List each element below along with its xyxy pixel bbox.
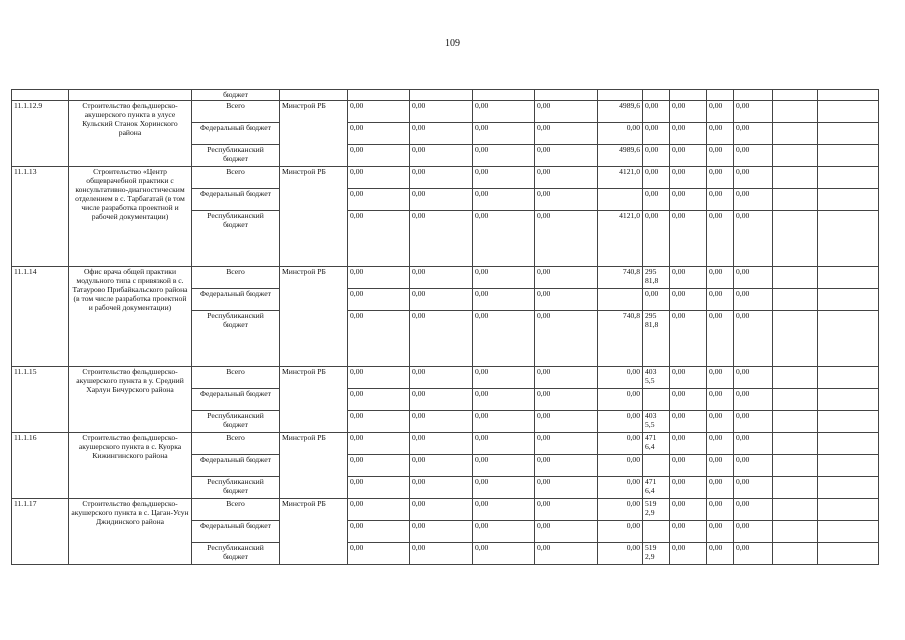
value-cell: 0,00 bbox=[734, 433, 773, 455]
funding-source-cell: Федеральный бюджет bbox=[192, 289, 280, 311]
value-cell: 471 6,4 bbox=[643, 477, 670, 499]
value-cell bbox=[773, 145, 818, 167]
value-cell bbox=[818, 433, 879, 455]
value-cell: 0,00 bbox=[410, 289, 473, 311]
project-name-cell: Строительство фельдшерско-акушерского пункта в у. Средний Харлун Бичурского района bbox=[69, 367, 192, 433]
value-cell: 0,00 bbox=[707, 433, 734, 455]
value-cell: 0,00 bbox=[348, 145, 410, 167]
value-cell: 0,00 bbox=[707, 499, 734, 521]
value-cell: 0,00 bbox=[348, 267, 410, 289]
value-cell bbox=[818, 145, 879, 167]
value-cell: 0,00 bbox=[410, 211, 473, 267]
value-cell bbox=[818, 123, 879, 145]
value-cell: 4989,6 bbox=[598, 145, 643, 167]
value-cell bbox=[818, 455, 879, 477]
responsible-cell: Минстрой РБ bbox=[280, 167, 348, 267]
value-cell: 0,00 bbox=[535, 267, 598, 289]
value-cell: 295 81,8 bbox=[643, 267, 670, 289]
value-cell: 0,00 bbox=[707, 411, 734, 433]
value-cell: 0,00 bbox=[670, 145, 707, 167]
value-cell bbox=[773, 433, 818, 455]
value-cell: 0,00 bbox=[598, 411, 643, 433]
value-cell: 0,00 bbox=[734, 101, 773, 123]
value-cell bbox=[643, 455, 670, 477]
value-cell: 0,00 bbox=[535, 455, 598, 477]
value-cell: 0,00 bbox=[473, 101, 535, 123]
value-cell: 0,00 bbox=[643, 123, 670, 145]
value-cell: 0,00 bbox=[734, 167, 773, 189]
value-cell: 0,00 bbox=[707, 289, 734, 311]
value-cell: 0,00 bbox=[473, 123, 535, 145]
value-cell: 0,00 bbox=[473, 189, 535, 211]
responsible-cell: Минстрой РБ bbox=[280, 367, 348, 433]
value-cell: 0,00 bbox=[348, 189, 410, 211]
page-number: 109 bbox=[445, 38, 460, 49]
value-cell: 0,00 bbox=[348, 477, 410, 499]
value-cell: 0,00 bbox=[410, 455, 473, 477]
project-name-cell: Строительство фельдшерско-акушерского пункта в с. Цаган-Усун Джидинского района bbox=[69, 499, 192, 565]
value-cell: 295 81,8 bbox=[643, 311, 670, 367]
value-cell: 0,00 bbox=[734, 311, 773, 367]
value-cell: 0,00 bbox=[670, 267, 707, 289]
value-cell: 0,00 bbox=[348, 367, 410, 389]
value-cell bbox=[773, 311, 818, 367]
value-cell bbox=[773, 267, 818, 289]
responsible-cell: Минстрой РБ bbox=[280, 433, 348, 499]
value-cell bbox=[818, 367, 879, 389]
value-cell: 0,00 bbox=[707, 101, 734, 123]
value-cell: 0,00 bbox=[473, 311, 535, 367]
value-cell: 0,00 bbox=[348, 123, 410, 145]
value-cell: 0,00 bbox=[348, 455, 410, 477]
value-cell: 0,00 bbox=[734, 477, 773, 499]
value-cell: 0,00 bbox=[670, 411, 707, 433]
value-cell: 0,00 bbox=[643, 289, 670, 311]
value-cell bbox=[818, 211, 879, 267]
value-cell: 0,00 bbox=[670, 167, 707, 189]
value-cell: 0,00 bbox=[707, 477, 734, 499]
value-cell: 0,00 bbox=[348, 101, 410, 123]
value-cell: 4989,6 bbox=[598, 101, 643, 123]
funding-source-cell: Всего bbox=[192, 367, 280, 389]
funding-source-cell: Всего bbox=[192, 101, 280, 123]
funding-source-cell: Республиканский бюджет bbox=[192, 411, 280, 433]
value-cell: 0,00 bbox=[410, 167, 473, 189]
value-cell: 0,00 bbox=[598, 389, 643, 411]
funding-source-cell: Федеральный бюджет bbox=[192, 123, 280, 145]
value-cell: 0,00 bbox=[734, 389, 773, 411]
value-cell bbox=[773, 211, 818, 267]
value-cell: 0,00 bbox=[707, 367, 734, 389]
value-cell: 0,00 bbox=[734, 543, 773, 565]
value-cell: 0,00 bbox=[348, 389, 410, 411]
value-cell: 0,00 bbox=[670, 367, 707, 389]
value-cell bbox=[818, 167, 879, 189]
value-cell: 0,00 bbox=[535, 123, 598, 145]
value-cell: 0,00 bbox=[348, 433, 410, 455]
value-cell: 0,00 bbox=[734, 411, 773, 433]
value-cell bbox=[643, 521, 670, 543]
value-cell: 0,00 bbox=[707, 211, 734, 267]
value-cell: 0,00 bbox=[535, 367, 598, 389]
value-cell: 0,00 bbox=[410, 411, 473, 433]
value-cell: 0,00 bbox=[410, 311, 473, 367]
value-cell: 0,00 bbox=[598, 123, 643, 145]
value-cell: 0,00 bbox=[670, 477, 707, 499]
value-cell bbox=[818, 521, 879, 543]
value-cell: 0,00 bbox=[410, 499, 473, 521]
value-cell: 0,00 bbox=[473, 543, 535, 565]
project-code-cell: 11.1.16 bbox=[12, 433, 69, 499]
value-cell: 0,00 bbox=[473, 433, 535, 455]
value-cell: 0,00 bbox=[410, 367, 473, 389]
value-cell: 0,00 bbox=[670, 123, 707, 145]
value-cell: 0,00 bbox=[535, 499, 598, 521]
value-cell: 0,00 bbox=[643, 167, 670, 189]
value-cell: 0,00 bbox=[473, 455, 535, 477]
value-cell bbox=[773, 123, 818, 145]
project-code-cell: 11.1.15 bbox=[12, 367, 69, 433]
value-cell: 0,00 bbox=[535, 311, 598, 367]
value-cell bbox=[773, 411, 818, 433]
value-cell: 0,00 bbox=[473, 211, 535, 267]
project-code-cell: 11.1.14 bbox=[12, 267, 69, 367]
value-cell bbox=[773, 389, 818, 411]
value-cell: 0,00 bbox=[670, 211, 707, 267]
value-cell: 0,00 bbox=[348, 167, 410, 189]
value-cell: 471 6,4 bbox=[643, 433, 670, 455]
value-cell: 0,00 bbox=[734, 123, 773, 145]
project-name-cell: Офис врача общей практики модульного типа с привязкой в с. Татаурово Прибайкальского района (в том числе разработка проектной и рабочей документации) bbox=[69, 267, 192, 367]
table-body bbox=[12, 90, 879, 565]
value-cell: 0,00 bbox=[535, 433, 598, 455]
value-cell: 0,00 bbox=[410, 477, 473, 499]
value-cell: 0,00 bbox=[670, 289, 707, 311]
table-row bbox=[12, 167, 879, 189]
value-cell bbox=[818, 543, 879, 565]
value-cell bbox=[818, 289, 879, 311]
value-cell bbox=[773, 455, 818, 477]
value-cell: 0,00 bbox=[734, 367, 773, 389]
value-cell: 0,00 bbox=[670, 521, 707, 543]
value-cell: 0,00 bbox=[707, 543, 734, 565]
value-cell: 0,00 bbox=[410, 543, 473, 565]
value-cell: 0,00 bbox=[734, 267, 773, 289]
funding-source-cell: Федеральный бюджет bbox=[192, 455, 280, 477]
value-cell bbox=[818, 411, 879, 433]
funding-source-cell: Федеральный бюджет bbox=[192, 521, 280, 543]
value-cell: 0,00 bbox=[348, 311, 410, 367]
value-cell bbox=[818, 389, 879, 411]
value-cell bbox=[818, 311, 879, 367]
value-cell: 0,00 bbox=[473, 167, 535, 189]
value-cell: 0,00 bbox=[707, 189, 734, 211]
value-cell: 519 2,9 bbox=[643, 543, 670, 565]
value-cell bbox=[818, 189, 879, 211]
value-cell bbox=[773, 289, 818, 311]
value-cell: 0,00 bbox=[535, 389, 598, 411]
funding-source-cell: Республиканский бюджет bbox=[192, 211, 280, 267]
funding-source-cell: Всего bbox=[192, 167, 280, 189]
value-cell: 0,00 bbox=[410, 521, 473, 543]
value-cell: 0,00 bbox=[473, 521, 535, 543]
value-cell: 0,00 bbox=[734, 499, 773, 521]
value-cell bbox=[818, 267, 879, 289]
value-cell bbox=[773, 543, 818, 565]
value-cell: 0,00 bbox=[670, 389, 707, 411]
value-cell: 0,00 bbox=[598, 521, 643, 543]
value-cell bbox=[773, 167, 818, 189]
value-cell: 0,00 bbox=[535, 543, 598, 565]
value-cell: 0,00 bbox=[598, 455, 643, 477]
funding-source-cell: Федеральный бюджет bbox=[192, 389, 280, 411]
value-cell: 0,00 bbox=[473, 411, 535, 433]
value-cell: 740,8 bbox=[598, 267, 643, 289]
value-cell: 0,00 bbox=[410, 433, 473, 455]
value-cell: 0,00 bbox=[410, 189, 473, 211]
funding-source-cell: Федеральный бюджет bbox=[192, 189, 280, 211]
value-cell: 0,00 bbox=[535, 101, 598, 123]
value-cell: 0,00 bbox=[643, 211, 670, 267]
value-cell: 0,00 bbox=[643, 145, 670, 167]
funding-source-cell: Республиканский бюджет bbox=[192, 477, 280, 499]
project-code-cell: 11.1.13 bbox=[12, 167, 69, 267]
value-cell: 0,00 bbox=[473, 367, 535, 389]
value-cell: 0,00 bbox=[670, 189, 707, 211]
value-cell: 519 2,9 bbox=[643, 499, 670, 521]
responsible-cell: Минстрой РБ bbox=[280, 267, 348, 367]
project-name-cell: Строительство «Центр общеврачебной практики с консультативно-диагностическим отделением в с. Тарбагатай (в том числе разработка проектной и рабочей документации) bbox=[69, 167, 192, 267]
value-cell: 0,00 bbox=[348, 211, 410, 267]
table-row bbox=[12, 101, 879, 123]
value-cell: 0,00 bbox=[598, 477, 643, 499]
value-cell: 0,00 bbox=[734, 455, 773, 477]
value-cell: 0,00 bbox=[670, 499, 707, 521]
value-cell bbox=[773, 189, 818, 211]
value-cell: 0,00 bbox=[473, 289, 535, 311]
funding-source-cell: Всего bbox=[192, 267, 280, 289]
value-cell: 0,00 bbox=[535, 211, 598, 267]
value-cell: 0,00 bbox=[598, 499, 643, 521]
value-cell: 0,00 bbox=[535, 167, 598, 189]
value-cell: 0,00 bbox=[410, 267, 473, 289]
value-cell: 0,00 bbox=[707, 455, 734, 477]
value-cell: 0,00 bbox=[707, 311, 734, 367]
value-cell: 0,00 bbox=[643, 101, 670, 123]
value-cell: 0,00 bbox=[348, 289, 410, 311]
value-cell: 0,00 bbox=[535, 521, 598, 543]
value-cell: 0,00 bbox=[707, 145, 734, 167]
funding-source-cell: Всего bbox=[192, 433, 280, 455]
value-cell bbox=[773, 367, 818, 389]
value-cell: 4121,0 bbox=[598, 167, 643, 189]
value-cell: 0,00 bbox=[348, 499, 410, 521]
table-row bbox=[12, 367, 879, 389]
value-cell: 0,00 bbox=[410, 389, 473, 411]
value-cell: 0,00 bbox=[707, 167, 734, 189]
value-cell: 0,00 bbox=[707, 389, 734, 411]
value-cell: 0,00 bbox=[348, 411, 410, 433]
value-cell: 0,00 bbox=[410, 101, 473, 123]
project-code-cell: 11.1.12.9 bbox=[12, 101, 69, 167]
value-cell: 0,00 bbox=[707, 521, 734, 543]
value-cell: 0,00 bbox=[473, 499, 535, 521]
value-cell: 0,00 bbox=[473, 389, 535, 411]
source-cell: бюджет bbox=[192, 90, 280, 101]
funding-source-cell: Республиканский бюджет bbox=[192, 311, 280, 367]
funding-source-cell: Республиканский бюджет bbox=[192, 145, 280, 167]
value-cell: 0,00 bbox=[707, 123, 734, 145]
value-cell: 0,00 bbox=[670, 101, 707, 123]
value-cell: 0,00 bbox=[535, 189, 598, 211]
table-row bbox=[12, 90, 879, 101]
funding-source-cell: Республиканский бюджет bbox=[192, 543, 280, 565]
table-row bbox=[12, 433, 879, 455]
responsible-cell: Минстрой РБ bbox=[280, 101, 348, 167]
value-cell: 0,00 bbox=[734, 289, 773, 311]
value-cell: 0,00 bbox=[348, 521, 410, 543]
value-cell bbox=[598, 289, 643, 311]
value-cell bbox=[773, 521, 818, 543]
value-cell: 0,00 bbox=[598, 433, 643, 455]
value-cell: 0,00 bbox=[598, 367, 643, 389]
value-cell bbox=[818, 499, 879, 521]
value-cell: 0,00 bbox=[643, 189, 670, 211]
project-name-cell: Строительство фельдшерско-акушерского пункта в с. Куорка Кижингинского района bbox=[69, 433, 192, 499]
value-cell: 403 5,5 bbox=[643, 367, 670, 389]
value-cell: 0,00 bbox=[348, 543, 410, 565]
value-cell: 0,00 bbox=[473, 477, 535, 499]
value-cell bbox=[643, 389, 670, 411]
value-cell: 0,00 bbox=[473, 267, 535, 289]
value-cell: 0,00 bbox=[535, 145, 598, 167]
responsible-cell: Минстрой РБ bbox=[280, 499, 348, 565]
value-cell: 0,00 bbox=[535, 477, 598, 499]
value-cell: 4121,0 bbox=[598, 211, 643, 267]
value-cell: 0,00 bbox=[473, 145, 535, 167]
table-row bbox=[12, 499, 879, 521]
value-cell: 0,00 bbox=[410, 145, 473, 167]
table-row bbox=[12, 267, 879, 289]
value-cell: 0,00 bbox=[734, 521, 773, 543]
value-cell: 0,00 bbox=[734, 145, 773, 167]
value-cell: 740,8 bbox=[598, 311, 643, 367]
value-cell: 0,00 bbox=[598, 543, 643, 565]
project-name-cell: Строительство фельдшерско-акушерского пункта в улусе Кульский Станок Хоринского района bbox=[69, 101, 192, 167]
budget-table bbox=[11, 89, 879, 565]
value-cell bbox=[773, 499, 818, 521]
project-code-cell: 11.1.17 bbox=[12, 499, 69, 565]
value-cell: 0,00 bbox=[535, 289, 598, 311]
value-cell: 0,00 bbox=[410, 123, 473, 145]
value-cell: 0,00 bbox=[670, 455, 707, 477]
value-cell: 0,00 bbox=[707, 267, 734, 289]
value-cell: 0,00 bbox=[734, 211, 773, 267]
value-cell: 0,00 bbox=[670, 311, 707, 367]
value-cell: 0,00 bbox=[670, 543, 707, 565]
value-cell: 0,00 bbox=[535, 411, 598, 433]
value-cell: 403 5,5 bbox=[643, 411, 670, 433]
funding-source-cell: Всего bbox=[192, 499, 280, 521]
value-cell bbox=[598, 189, 643, 211]
value-cell: 0,00 bbox=[670, 433, 707, 455]
value-cell bbox=[773, 101, 818, 123]
value-cell: 0,00 bbox=[734, 189, 773, 211]
value-cell bbox=[773, 477, 818, 499]
value-cell bbox=[818, 477, 879, 499]
value-cell bbox=[818, 101, 879, 123]
